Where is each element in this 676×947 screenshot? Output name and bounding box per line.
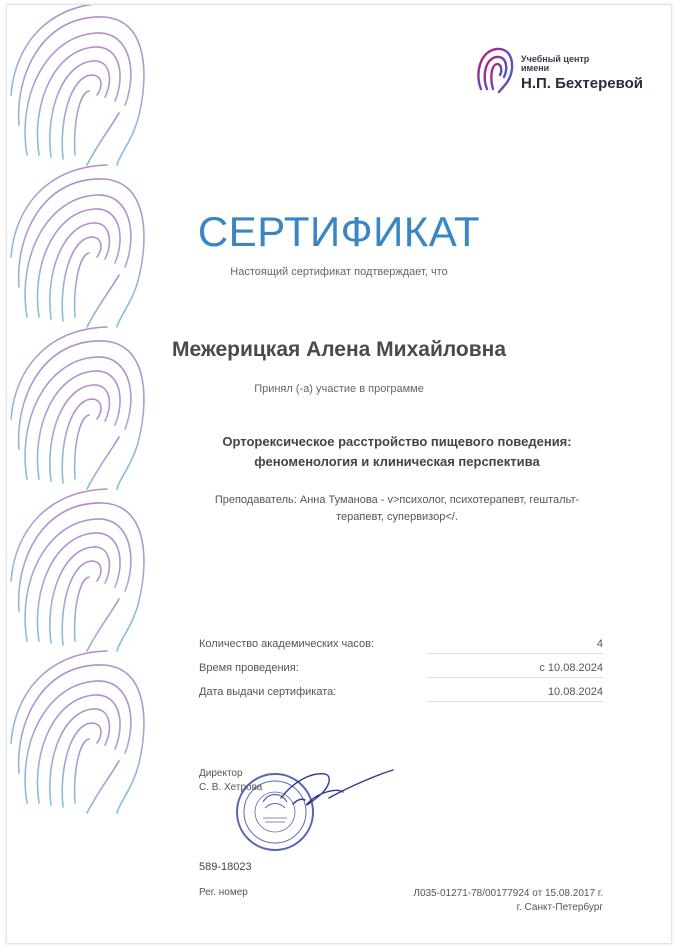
detail-value: 4 bbox=[596, 638, 603, 650]
fingerprint-decoration-icon bbox=[7, 5, 157, 943]
detail-label: Дата выдачи сертификата: bbox=[199, 686, 337, 698]
director-name: С. В. Хетрова bbox=[199, 782, 263, 793]
license-number: Л035-01271-78/00177924 от 15.08.2017 г. bbox=[413, 888, 603, 899]
detail-row-issue-date bbox=[199, 686, 603, 702]
registration-number: 589-18023 bbox=[199, 861, 252, 873]
participation-text: Принял (-а) участие в программе bbox=[254, 383, 424, 395]
certificate-title: СЕРТИФИКАТ bbox=[197, 208, 481, 255]
recipient-name: Межерицкая Алена Михайловна bbox=[171, 338, 507, 361]
certificate-subtitle: Настоящий сертификат подтверждает, что bbox=[230, 266, 448, 278]
city: г. Санкт-Петербург bbox=[516, 902, 603, 913]
round-seal-stamp-icon bbox=[233, 762, 403, 862]
detail-label: Количество академических часов: bbox=[199, 638, 375, 650]
detail-label: Время проведения: bbox=[199, 662, 299, 674]
logo bbox=[473, 45, 653, 97]
registration-label: Рег. номер bbox=[199, 887, 248, 898]
detail-row-hours bbox=[199, 638, 603, 654]
detail-value: 10.08.2024 bbox=[547, 686, 603, 698]
detail-value: с 10.08.2024 bbox=[539, 662, 603, 674]
logo-name: Н.П. Бехтеревой bbox=[521, 75, 643, 92]
license-info bbox=[413, 887, 603, 915]
director-role: Директор bbox=[199, 768, 243, 779]
teacher-info: Преподаватель: Анна Туманова - v>психолог, психотерапевт, гештальт-терапевт, супервизор</. bbox=[214, 494, 580, 523]
program-title: Орторексическое расстройство пищевого поведения: феноменология и клиническая перспектива bbox=[222, 434, 572, 469]
detail-row-date bbox=[199, 662, 603, 678]
fingerprint-spiral-logo-icon bbox=[473, 45, 517, 95]
certificate-page bbox=[6, 4, 672, 944]
logo-subtitle: Учебный центр имени bbox=[521, 54, 590, 73]
